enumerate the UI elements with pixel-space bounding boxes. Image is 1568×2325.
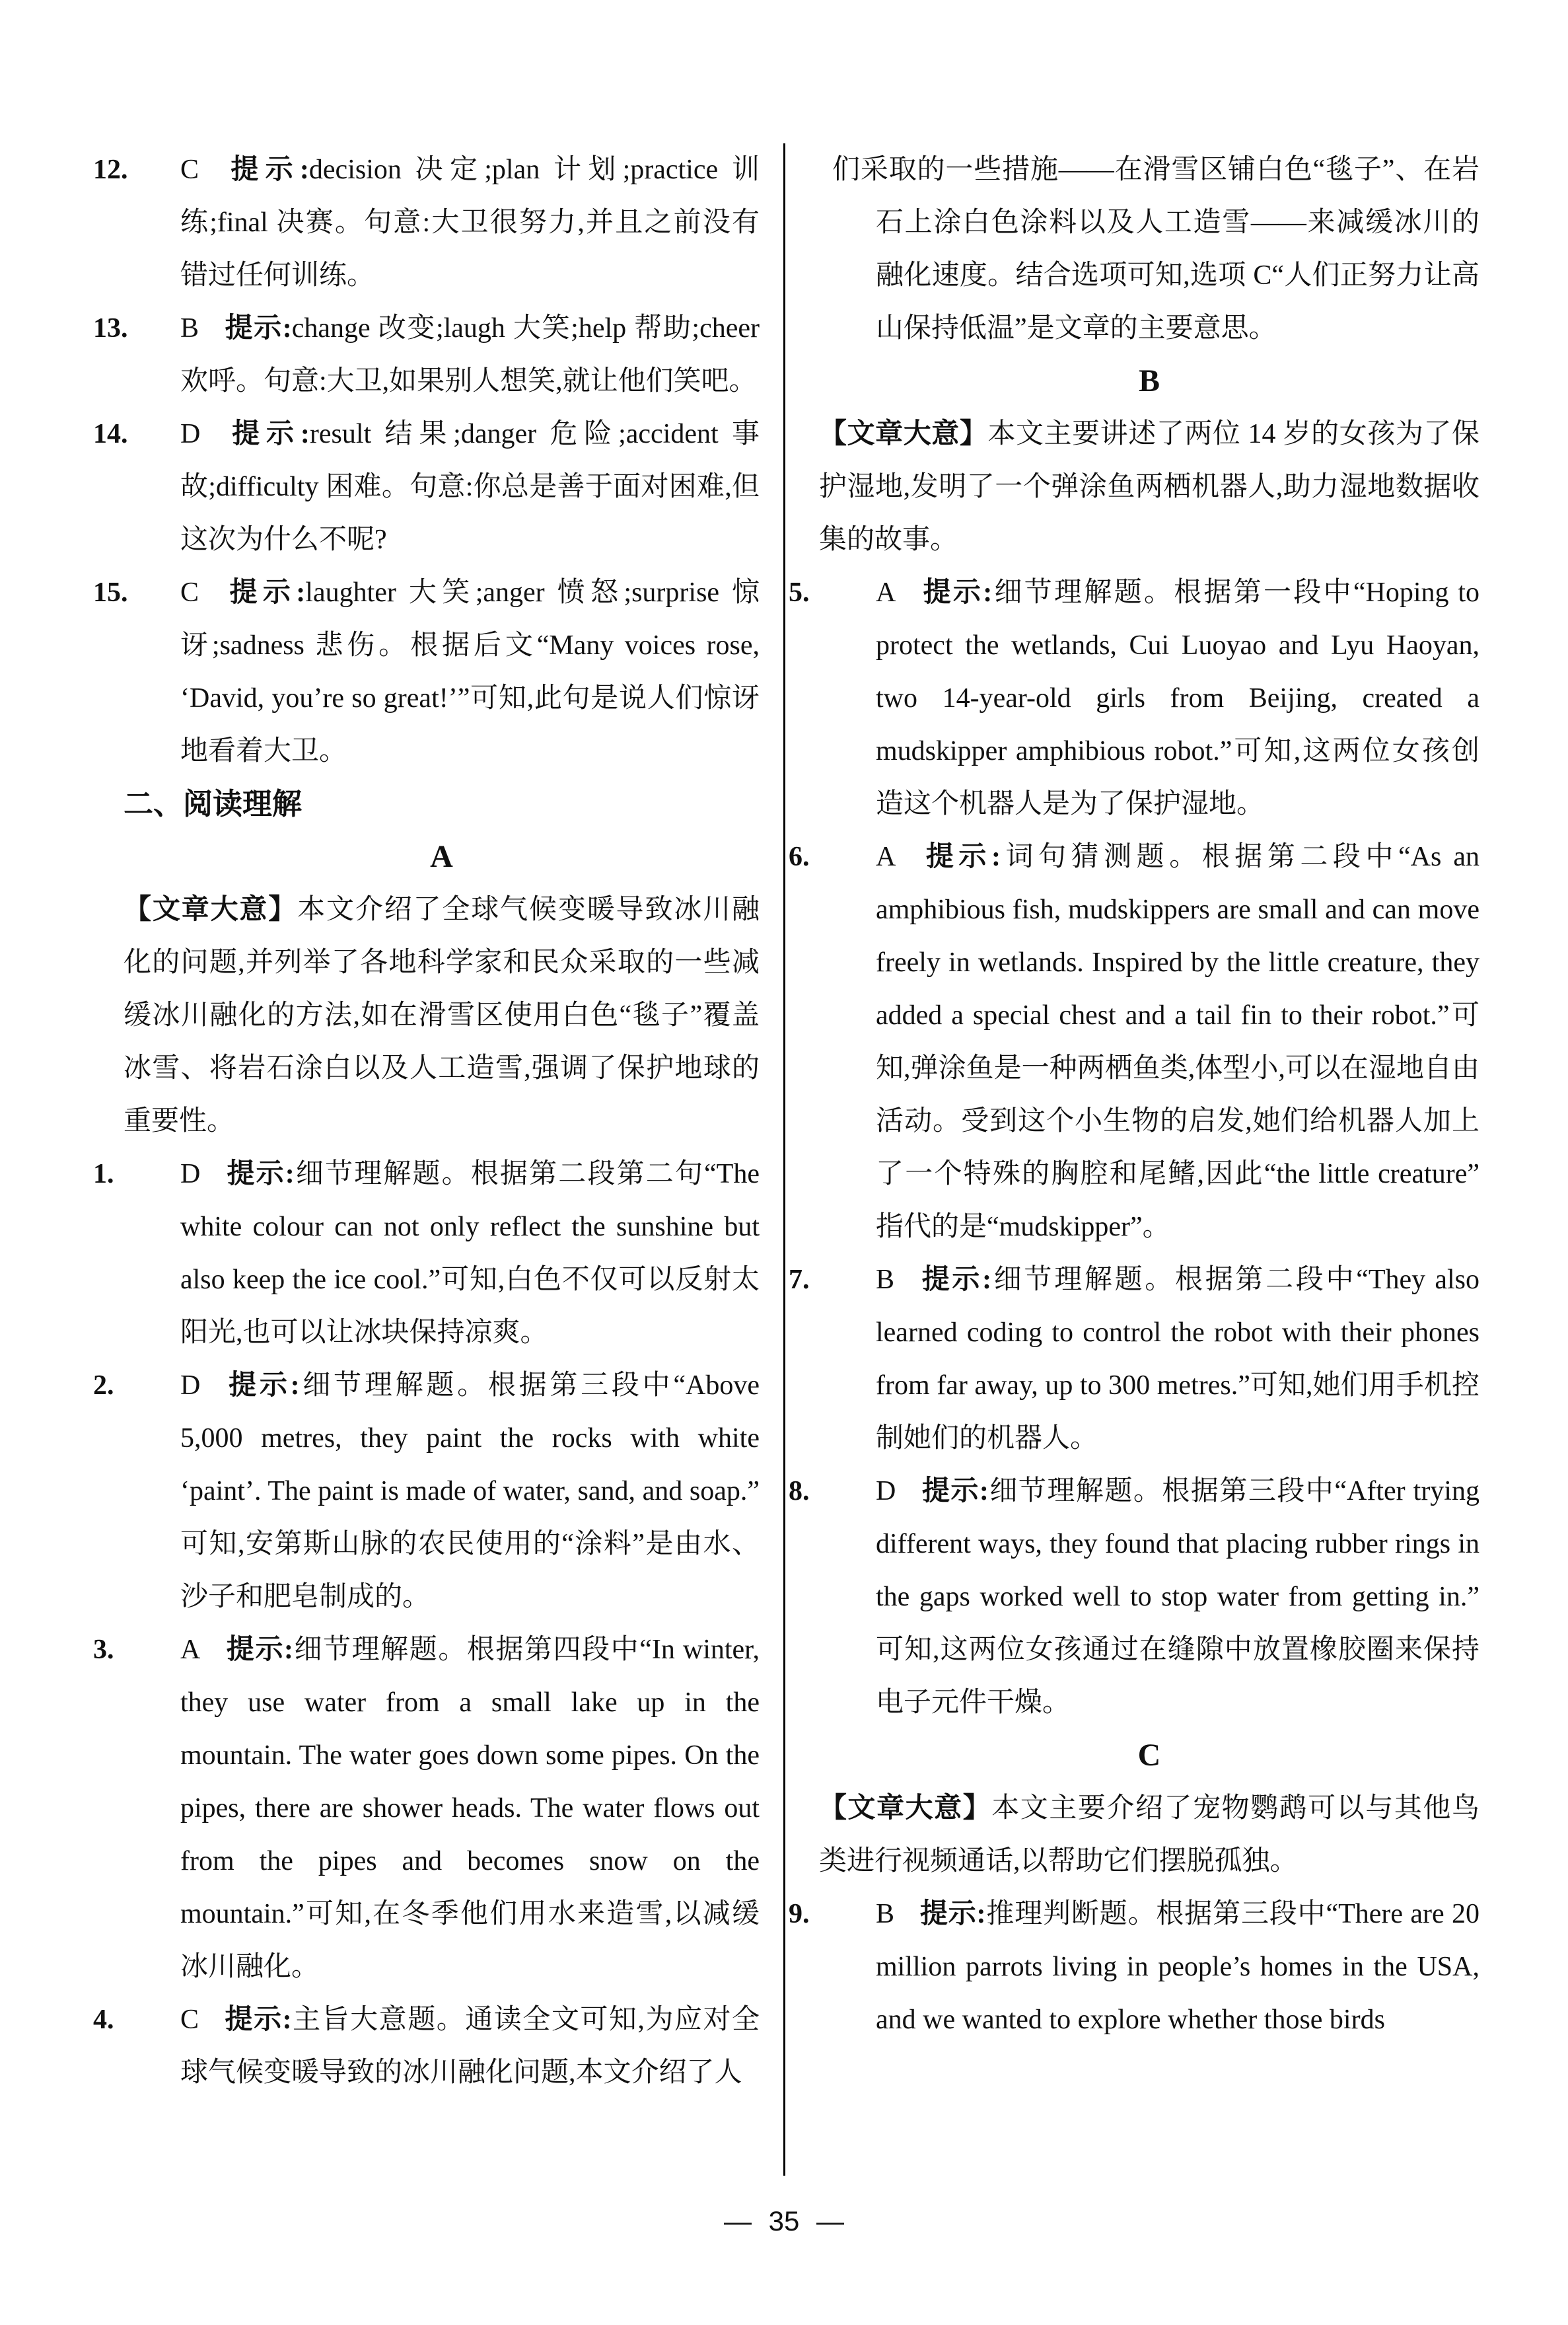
answer-item-2 bbox=[93, 1359, 760, 1623]
answer-letter: B bbox=[876, 1265, 895, 1295]
answer-letter: B bbox=[876, 1899, 895, 1929]
item-number: 4. bbox=[93, 2005, 114, 2035]
summary-label: 【文章大意】 bbox=[819, 1793, 992, 1824]
hint-label: 提示: bbox=[921, 842, 1001, 872]
answer-letter: A bbox=[876, 577, 896, 608]
item-text: 推理判断题。根据第三段中“There are 20 million parrots living in people’s homes in the USA, and we wanted to explore whether those birds bbox=[876, 1899, 1479, 2035]
hint-label: 提示: bbox=[224, 155, 309, 185]
summary-label: 【文章大意】 bbox=[124, 895, 298, 925]
item-number: 9. bbox=[789, 1899, 810, 1929]
answer-letter: D bbox=[180, 1159, 201, 1189]
hint-label: 提示: bbox=[921, 577, 993, 608]
item-text: change 改变;laugh 大笑;help 帮助;cheer 欢呼。句意:大卫,如果别人想笑,就让他们笑吧。 bbox=[180, 313, 760, 396]
summary-text: 本文介绍了全球气候变暖导致冰川融化的问题,并列举了各地科学家和民众采取的一些减缓冰川融化的方法,如在滑雪区使用白色“毯子”覆盖冰雪、将岩石涂白以及人工造雪,强调了保护地球的重要性。 bbox=[124, 895, 760, 1136]
passage-a-summary bbox=[124, 883, 760, 1148]
answer-item-7 bbox=[789, 1253, 1479, 1465]
left-column bbox=[93, 143, 760, 2099]
right-column bbox=[789, 143, 1479, 2046]
hint-label: 提示: bbox=[224, 2005, 292, 2035]
summary-text: 本文主要讲述了两位 14 岁的女孩为了保护湿地,发明了一个弹涂鱼两栖机器人,助力湿地数据收集的故事。 bbox=[819, 419, 1479, 555]
item-text: 们采取的一些措施——在滑雪区铺白色“毯子”、在岩石上涂白色涂料以及人工造雪——来减缓冰川的融化速度。结合选项可知,选项 C“人们正努力让高山保持低温”是文章的主要意思。 bbox=[832, 155, 1479, 344]
passage-c-summary bbox=[819, 1782, 1479, 1888]
hint-label: 提示: bbox=[224, 313, 292, 344]
passage-a-label: A bbox=[430, 839, 453, 874]
answer-letter: B bbox=[180, 313, 199, 344]
answer-item-5 bbox=[789, 566, 1479, 830]
item-text: 细节理解题。根据第二段第二句“The white colour can not only reflect the sunshine but also keep the ice cool.”可知,白色不仅可以反射太阳光,也可以让冰块保持凉爽。 bbox=[180, 1159, 760, 1348]
page-number: — 35 — bbox=[723, 2205, 845, 2236]
hint-label: 提示: bbox=[919, 1899, 986, 1929]
answer-letter: D bbox=[876, 1476, 896, 1506]
answer-letter: D bbox=[180, 1370, 201, 1401]
answer-letter: C bbox=[180, 155, 199, 185]
hint-label: 提示: bbox=[921, 1476, 989, 1506]
answer-letter: A bbox=[876, 842, 896, 872]
answer-item-13 bbox=[93, 302, 760, 408]
item-text: 主旨大意题。通读全文可知,为应对全球气候变暖导致的冰川融化问题,本文介绍了人 bbox=[180, 2005, 760, 2088]
answer-item-15 bbox=[93, 566, 760, 778]
item-text: 细节理解题。根据第四段中“In winter, they use water from a small lake up in the mountain. The water goes down some pipes. On the pipes, there are shower heads. The water flows out from the pipes and becomes snow on the mountain.”可知,在冬季他们用水来造雪,以减缓冰川融化。 bbox=[180, 1635, 760, 1982]
item-text: 细节理解题。根据第二段中“They also learned coding to control the robot with their phones from far away, up to 300 metres.”可知,她们用手机控制她们的机器人。 bbox=[876, 1265, 1479, 1454]
item-text: laughter 大笑;anger 愤怒;surprise 惊讶;sadness 悲伤。根据后文“Many voices rose, ‘David, you’re so great!’”可知,此句是说人们惊讶地看着大卫。 bbox=[180, 577, 760, 766]
item-number: 7. bbox=[789, 1265, 810, 1295]
passage-b-label: B bbox=[1138, 363, 1160, 398]
item-text: 细节理解题。根据第三段中“After trying different ways, they found that placing rubber rings in the gaps worked well to stop water from getting in.”可知,这两位女孩通过在缝隙中放置橡胶圈来保持电子元件干燥。 bbox=[876, 1476, 1479, 1718]
item-number: 1. bbox=[93, 1159, 114, 1189]
summary-text: 本文主要介绍了宠物鹦鹉可以与其他鸟类进行视频通话,以帮助它们摆脱孤独。 bbox=[819, 1793, 1479, 1876]
item-text: decision 决定;plan 计划;practice 训练;final 决赛。句意:大卫很努力,并且之前没有错过任何训练。 bbox=[180, 155, 760, 291]
hint-label: 提示: bbox=[225, 1635, 293, 1665]
column-divider bbox=[783, 143, 785, 2176]
item-text: 细节理解题。根据第三段中“Above 5,000 metres, they paint the rocks with white ‘paint’. The paint is made of water, sand, and soap.”可知,安第斯山脉的农民使用的“涂料”是由水、沙子和肥皂制成的。 bbox=[180, 1370, 760, 1612]
hint-label: 提示: bbox=[919, 1265, 992, 1295]
item-number: 5. bbox=[789, 577, 810, 608]
item-number: 6. bbox=[789, 842, 810, 872]
answer-item-4-continuation bbox=[819, 143, 1479, 355]
item-text: result 结果;danger 危险;accident 事故;difficulty 困难。句意:你总是善于面对困难,但这次为什么不呢? bbox=[180, 419, 760, 555]
item-number: 3. bbox=[93, 1635, 114, 1665]
hint-label: 提示: bbox=[225, 1159, 295, 1189]
answer-letter: C bbox=[180, 2005, 199, 2035]
answer-letter: D bbox=[180, 419, 201, 449]
answer-item-14 bbox=[93, 408, 760, 566]
item-text: 细节理解题。根据第一段中“Hoping to protect the wetlands, Cui Luoyao and Lyu Haoyan, two 14-year-old girls from Beijing, created a mudskipper amphibious robot.”可知,这两位女孩创造这个机器人是为了保护湿地。 bbox=[876, 577, 1479, 819]
answer-letter: A bbox=[180, 1635, 201, 1665]
item-number: 12. bbox=[93, 155, 128, 185]
answer-item-9 bbox=[789, 1888, 1479, 2046]
answer-item-6 bbox=[789, 830, 1479, 1253]
answer-item-8 bbox=[789, 1465, 1479, 1729]
item-number: 8. bbox=[789, 1476, 810, 1506]
item-number: 15. bbox=[93, 577, 128, 608]
hint-label: 提示: bbox=[224, 577, 306, 608]
reading-section-header: 二、阅读理解 bbox=[124, 788, 303, 821]
passage-b-summary bbox=[819, 408, 1479, 566]
item-number: 14. bbox=[93, 419, 128, 449]
answer-item-1 bbox=[93, 1148, 760, 1359]
passage-c-label: C bbox=[1137, 1738, 1161, 1773]
answer-item-12 bbox=[93, 143, 760, 302]
item-text: 词句猜测题。根据第二段中“As an amphibious fish, mudskippers are small and can move freely in wetlands. Inspired by the little creature, they added a special chest and a tail fin to their robot.”可知,弹涂鱼是一种两栖鱼类,体型小,可以在湿地自由活动。受到这个小生物的启发,她们给机器人加上了一个特殊的胸腔和尾鳍,因此“the little creature”指代的是“mudskipper”。 bbox=[876, 842, 1479, 1242]
item-number: 13. bbox=[93, 313, 128, 344]
answer-item-3 bbox=[93, 1623, 760, 1993]
answer-item-4 bbox=[93, 1993, 760, 2099]
hint-label: 提示: bbox=[225, 1370, 300, 1401]
summary-label: 【文章大意】 bbox=[819, 419, 988, 449]
item-number: 2. bbox=[93, 1370, 114, 1401]
hint-label: 提示: bbox=[225, 419, 310, 449]
answer-letter: C bbox=[180, 577, 199, 608]
